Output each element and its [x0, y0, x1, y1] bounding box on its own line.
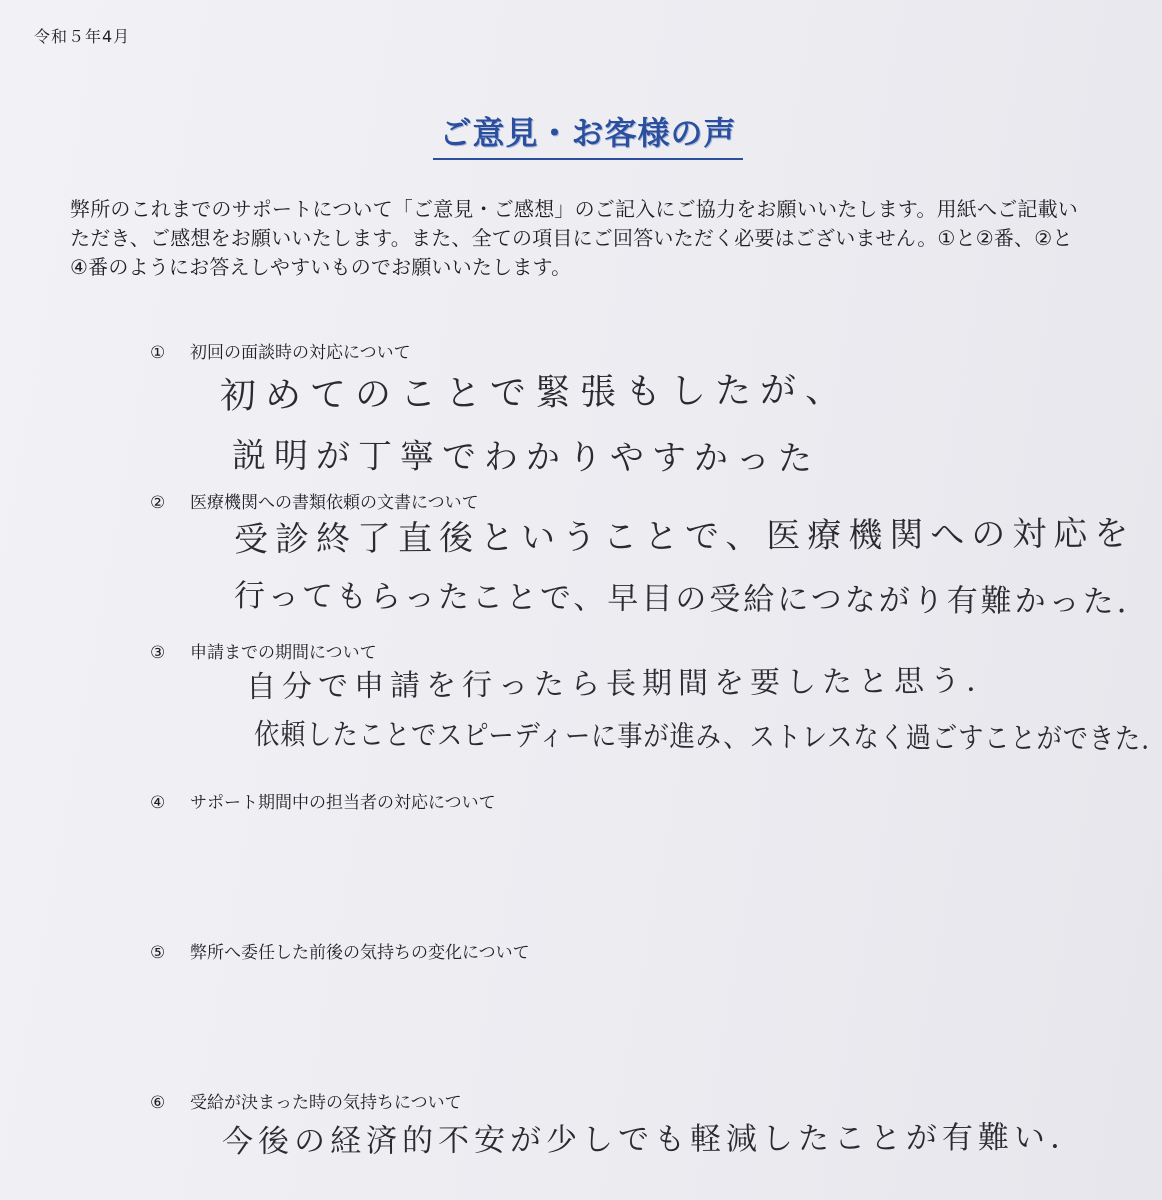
- form-title-text: ご意見・お客様の声: [433, 108, 742, 160]
- question-6-number: ⑥: [150, 1093, 166, 1113]
- question-4-number: ④: [150, 793, 166, 813]
- question-2: [150, 488, 479, 513]
- question-3-number: ③: [150, 643, 166, 663]
- question-1-label: 初回の面談時の対応について: [190, 343, 411, 363]
- answer-3-line-1: 自分で申請を行ったら長期間を要したと思う.: [245, 663, 982, 705]
- question-4: [150, 788, 496, 813]
- answer-6-line-1: 今後の経済的不安が少しでも軽減したことが有難い.: [221, 1119, 1065, 1160]
- question-2-label: 医療機関への書類依頼の文書について: [190, 493, 479, 513]
- question-1-number: ①: [150, 343, 166, 363]
- answer-1-line-2: 説明が丁寧でわかりやすかった: [231, 436, 821, 480]
- answer-3-line-2: 依頼したことでスピーディーに事が進み、ストレスなく過ごすことができた.: [253, 717, 1151, 756]
- answer-2-line-2: 行ってもらったことで、早目の受給につながり有難かった.: [233, 578, 1130, 621]
- question-5: [150, 938, 530, 963]
- question-6-label: 受給が決まった時の気持ちについて: [190, 1093, 462, 1113]
- question-4-label: サポート期間中の担当者の対応について: [190, 793, 496, 813]
- question-3-label: 申請までの期間について: [190, 643, 377, 663]
- form-title: [0, 108, 1162, 160]
- question-5-number: ⑤: [150, 943, 166, 963]
- intro-paragraph: 弊所のこれまでのサポートについて「ご意見・ご感想」のご記入にご協力をお願いいたします。用紙へご記載いただき、ご感想をお願いいたします。また、全ての項目にご回答いただく必要はございません。①と②番、②と④番のようにお答えしやすいものでお願いいたします。: [70, 197, 1078, 279]
- question-6: [150, 1088, 462, 1113]
- question-1: [150, 338, 411, 363]
- form-date: 令和５年4月: [34, 27, 131, 46]
- question-2-number: ②: [150, 493, 166, 513]
- answer-1-line-1: 初めてのことで緊張もしたが、: [219, 369, 851, 417]
- answer-2-line-1: 受診終了直後ということで、医療機関への対応を: [233, 513, 1136, 560]
- question-3: [150, 638, 377, 663]
- question-5-label: 弊所へ委任した前後の気持ちの変化について: [190, 943, 530, 963]
